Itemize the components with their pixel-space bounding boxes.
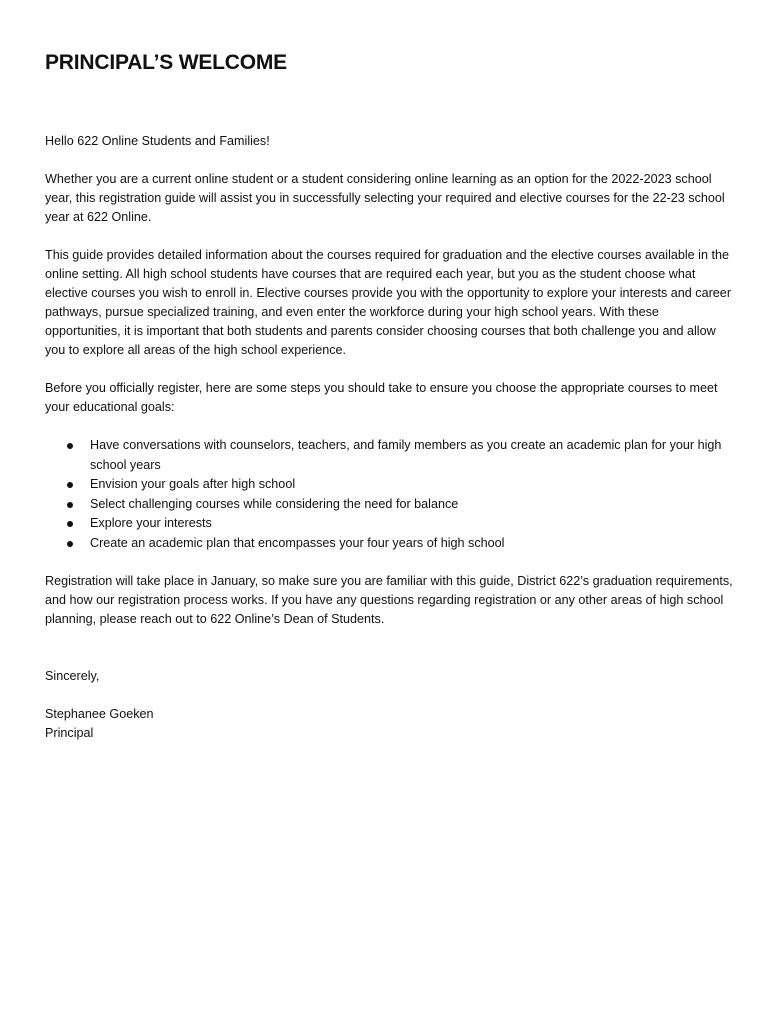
signature-block xyxy=(45,705,735,743)
bullet-icon xyxy=(67,502,73,508)
page-title: PRINCIPAL’S WELCOME xyxy=(45,51,287,74)
steps-paragraph: Before you officially register, here are some steps you should take to ensure you choose the appropriate courses to meet your educational goals: xyxy=(45,381,718,414)
guide-paragraph: This guide provides detailed information about the courses required for graduation and the elective courses available in the online setting. All high school students have courses that are required each year, but you as the student choose what elective courses you wish to enroll in. Elective courses provide you with the opportunity to explore your interests and career pathways, pursue specialized training, and even enter the workforce during your high school years. With these opportunities, it is important that both students and parents consider choosing courses that both challenge you and allow you to explore all areas of the high school experience. xyxy=(45,248,732,357)
bullet-icon xyxy=(67,482,73,488)
list-item xyxy=(45,436,735,475)
list-item-text: Have conversations with counselors, teachers, and family members as you create an academic plan for your high school years xyxy=(90,438,722,472)
list-item xyxy=(45,534,735,554)
bullet-icon xyxy=(67,521,73,527)
intro-paragraph: Whether you are a current online student or a student considering online learning as an option for the 2022-2023 school year, this registration guide will assist you in successfully selecting your required and elective courses for the 22-23 school year at 622 Online. xyxy=(45,172,725,224)
list-item-text: Select challenging courses while considering the need for balance xyxy=(90,496,459,511)
list-item-text: Explore your interests xyxy=(90,516,212,530)
list-item-text: Create an academic plan that encompasses your four years of high school xyxy=(90,535,505,550)
list-item xyxy=(45,514,735,534)
registration-paragraph: Registration will take place in January, so make sure you are familiar with this guide, District 622’s graduation requirements, and how our registration process works. If you have any questions regarding registration or any other areas of high school planning, please reach out to 622 Online’s Dean of Students. xyxy=(45,574,733,626)
signer-name: Stephanee Goeken xyxy=(45,707,154,721)
greeting-line: Hello 622 Online Students and Families! xyxy=(45,134,270,148)
signer-title: Principal xyxy=(45,726,94,740)
bullet-icon xyxy=(67,443,73,449)
list-item xyxy=(45,475,735,495)
list-item-text: Envision your goals after high school xyxy=(90,477,296,491)
bullet-icon xyxy=(67,541,73,547)
document-page xyxy=(45,48,735,743)
list-item xyxy=(45,495,735,515)
closing-line: Sincerely, xyxy=(45,669,100,683)
steps-list xyxy=(45,436,735,553)
